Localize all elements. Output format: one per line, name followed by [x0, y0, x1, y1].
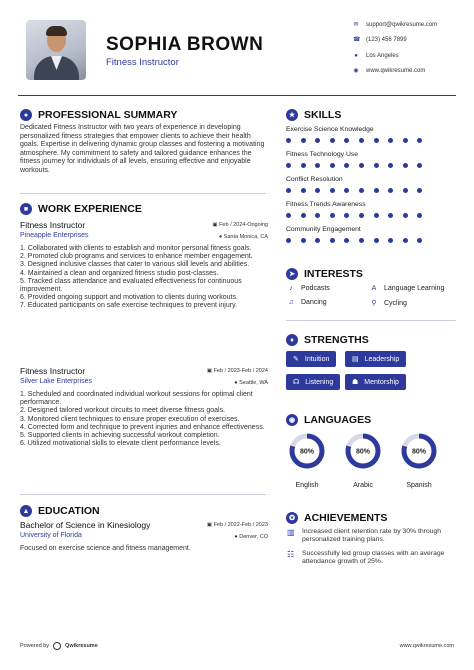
interest-item: ⚲ Cycling: [371, 299, 407, 307]
strength-badge: ▤ Leadership: [345, 351, 406, 367]
skill-item: [286, 176, 432, 193]
location-pin-icon: ●: [234, 380, 240, 386]
rating-dot: [359, 163, 364, 168]
rating-dot: [330, 163, 335, 168]
rating-dot: [301, 238, 306, 243]
rating-dot: [374, 188, 379, 193]
language-percent: 80%: [411, 448, 427, 456]
candidate-name: SOPHIA BROWN: [106, 34, 264, 55]
section-divider: [20, 193, 266, 194]
achievement-item: ▥ Increased client retention rate by 30% through personalized training plans.: [287, 528, 442, 544]
rocket-icon: ➤: [286, 268, 298, 280]
list-item: Maintained a clean and organized fitness studio post-classes.: [27, 269, 219, 277]
calendar-icon: ▣: [206, 522, 214, 528]
list-item: Designed inclusive classes that cater to various skill levels and abilities.: [27, 261, 250, 269]
list-item: Promoted club programs and services to enhance member engagement.: [27, 253, 253, 261]
interest-item: ♫ Dancing: [288, 299, 327, 306]
education-entry: [20, 520, 268, 552]
language-percent: 80%: [355, 448, 371, 456]
rating-dot: [359, 138, 364, 143]
rating-dot: [417, 213, 422, 218]
rating-dot: [374, 238, 379, 243]
skills-heading: ★ SKILLS: [286, 109, 341, 121]
job-title: Fitness Instructor: [20, 220, 86, 230]
rating-dot: [315, 163, 320, 168]
skill-label: Exercise Science Knowledge: [286, 126, 374, 133]
job-company: Silver Lake Enterprises: [20, 378, 92, 385]
education-heading: ▲ EDUCATION: [20, 505, 100, 517]
medal-icon: ✪: [286, 512, 298, 524]
language-proficiency-ring: [399, 431, 439, 471]
rating-dot: [403, 163, 408, 168]
list-item: Monitored client techniques to ensure proper execution of exercises.: [27, 415, 240, 423]
list-item: Utilized motivational skills to elevate client performance levels.: [27, 440, 221, 448]
rating-dot: [403, 138, 408, 143]
education-dates: ▣ Feb / 2022-Feb / 2023: [206, 522, 268, 528]
job-company: Pineapple Enterprises: [20, 232, 89, 239]
language-name: Arabic: [353, 482, 373, 489]
graduation-cap-icon: ▲: [20, 505, 32, 517]
rating-dot: [286, 163, 291, 168]
presentation-icon: ▤: [352, 356, 359, 363]
contact-website[interactable]: www.qwikresume.com: [366, 68, 426, 75]
user-icon: ●: [20, 109, 32, 121]
contact-block: [353, 17, 437, 79]
skill-rating: [286, 188, 432, 193]
rating-dot: [315, 238, 320, 243]
calendar-icon: ▣: [212, 222, 220, 228]
briefcase-icon: ■: [20, 203, 32, 215]
rating-dot: [286, 188, 291, 193]
summary-heading: ● PROFESSIONAL SUMMARY: [20, 109, 177, 121]
skill-item: [286, 201, 432, 218]
skill-rating: [286, 138, 432, 143]
rating-dot: [315, 188, 320, 193]
section-divider: [20, 494, 266, 495]
job-duties-list: [20, 391, 268, 448]
rating-dot: [330, 238, 335, 243]
location-pin-icon: ●: [218, 234, 224, 240]
rating-dot: [344, 238, 349, 243]
rating-dot: [417, 163, 422, 168]
section-divider: [286, 320, 456, 321]
skill-item: [286, 151, 432, 168]
rating-dot: [330, 188, 335, 193]
skill-rating: [286, 163, 432, 168]
microphone-icon: ♪: [289, 285, 293, 292]
dance-icon: ♫: [288, 299, 294, 306]
rating-dot: [374, 163, 379, 168]
rating-dot: [374, 138, 379, 143]
contact-phone: (123) 456 7899: [366, 37, 407, 44]
email-icon: ✉: [353, 21, 359, 28]
rating-dot: [286, 238, 291, 243]
rating-dot: [417, 238, 422, 243]
job-location: ● Santa Monica, CA: [218, 234, 268, 240]
job-title: Fitness Instructor: [20, 366, 86, 376]
job-entry: [20, 366, 268, 448]
trophy-icon: ♦: [286, 334, 298, 346]
globe-icon: ◉: [353, 68, 359, 75]
rating-dot: [301, 163, 306, 168]
rating-dot: [388, 188, 393, 193]
interest-item: ♪ Podcasts: [287, 285, 330, 292]
strength-badge: ☗ Mentorship: [345, 374, 406, 390]
strengths-heading: ♦ STRENGTHS: [286, 334, 369, 346]
rating-dot: [315, 213, 320, 218]
list-item: Tracked class attendance and evaluated effectiveness for continuous improvement.: [20, 277, 242, 294]
header-divider: [18, 95, 456, 96]
skill-rating: [286, 238, 432, 243]
skill-label: Fitness Technology Use: [286, 151, 359, 158]
rating-dot: [344, 138, 349, 143]
mentor-icon: ☗: [352, 379, 359, 386]
contact-location: Los Angeles: [366, 52, 399, 59]
footer-powered-by: Powered by Qwikresume: [20, 643, 98, 649]
globe-icon: ◉: [286, 414, 298, 426]
qwikresume-logo-icon: [53, 642, 61, 650]
rating-dot: [388, 163, 393, 168]
rating-dot: [344, 188, 349, 193]
rating-dot: [359, 238, 364, 243]
language-name: English: [295, 482, 319, 489]
list-item: Supported clients in achieving successful workout completion.: [27, 432, 220, 440]
school-name: University of Florida: [20, 532, 82, 539]
job-duties-list: [20, 245, 268, 311]
rating-dot: [359, 213, 364, 218]
rating-dot: [388, 213, 393, 218]
rating-dot: [403, 213, 408, 218]
rating-dot: [301, 138, 306, 143]
rating-dot: [374, 213, 379, 218]
language-proficiency-ring: [343, 431, 383, 471]
skill-label: Fitness Trends Awareness: [286, 201, 366, 208]
rating-dot: [417, 188, 422, 193]
skill-rating: [286, 213, 432, 218]
interest-item: A Language Learning: [371, 285, 445, 292]
rating-dot: [417, 138, 422, 143]
bulb-icon: ★: [286, 109, 298, 121]
languages-heading: ◉ LANGUAGES: [286, 414, 371, 426]
calendar-icon: ▣: [206, 368, 214, 374]
summary-text: Dedicated Fitness Instructor with two years of experience in developing personalized fitness strategies that empower clients to achieve their health goals. Expertise in delivering dynamic group classes and fostering a motivating atmosphere. My commitment to safety and tailored guidance enhances the fitness journey for individuals of all levels, ensuring effective and enjoyable workouts.: [20, 124, 265, 174]
rating-dot: [286, 213, 291, 218]
bicycle-icon: ⚲: [371, 300, 377, 307]
list-item: Collaborated with clients to establish and monitor personal fitness goals.: [27, 245, 252, 252]
strength-badge: ✎ Intuition: [286, 351, 336, 367]
list-item: Designed tailored workout circuits to meet diverse fitness goals.: [27, 407, 226, 415]
rating-dot: [344, 163, 349, 168]
chart-icon: ▥: [287, 528, 295, 537]
job-dates: ▣ Feb / 2024-Ongoing: [212, 222, 268, 228]
wand-icon: ✎: [293, 356, 299, 363]
skill-item: [286, 226, 432, 243]
footer-website[interactable]: www.qwikresume.com: [399, 643, 454, 649]
language-icon: A: [371, 285, 377, 292]
contact-email[interactable]: support@qwikresume.com: [366, 21, 438, 28]
job-dates: ▣ Feb / 2023-Feb / 2024: [206, 368, 268, 374]
language-item: [399, 431, 439, 489]
list-item: Corrected form and technique to prevent injuries and enhance effectiveness.: [27, 423, 265, 431]
skill-label: Community Engagement: [286, 226, 361, 233]
language-item: [287, 431, 327, 489]
rating-dot: [403, 188, 408, 193]
achievements-heading: ✪ ACHIEVEMENTS: [286, 512, 387, 524]
candidate-title: Fitness Instructor: [106, 57, 179, 68]
rating-dot: [330, 138, 335, 143]
rating-dot: [286, 138, 291, 143]
rating-dot: [344, 213, 349, 218]
language-item: [343, 431, 383, 489]
location-pin-icon: ●: [234, 534, 240, 540]
rating-dot: [359, 188, 364, 193]
headset-icon: ☊: [293, 379, 300, 386]
interests-heading: ➤ INTERESTS: [286, 268, 363, 280]
language-percent: 80%: [299, 448, 315, 456]
group-icon: ☷: [287, 550, 295, 559]
list-item: Scheduled and coordinated individual workout sessions for optimal client performance.: [20, 391, 253, 407]
job-location: ● Seattle, WA: [234, 380, 268, 386]
strength-badge: ☊ Listening: [286, 374, 340, 390]
language-name: Spanish: [406, 482, 432, 489]
language-proficiency-ring: [287, 431, 327, 471]
education-location: ● Denver, CO: [234, 534, 268, 540]
rating-dot: [301, 188, 306, 193]
job-entry: [20, 220, 268, 311]
list-item: Educated participants on safe exercise techniques to prevent injury.: [27, 302, 238, 310]
rating-dot: [403, 238, 408, 243]
education-description: Focused on exercise science and fitness management.: [20, 545, 191, 552]
achievement-item: ☷ Successfully led group classes with an average attendance growth of 25%.: [287, 550, 445, 566]
profile-photo: [26, 20, 86, 80]
location-pin-icon: ●: [354, 52, 358, 59]
rating-dot: [315, 138, 320, 143]
degree-title: Bachelor of Science in Kinesiology: [20, 520, 151, 530]
rating-dot: [388, 238, 393, 243]
list-item: Provided ongoing support and motivation to clients during workouts.: [27, 294, 238, 302]
experience-heading: ■ WORK EXPERIENCE: [20, 203, 142, 215]
rating-dot: [301, 213, 306, 218]
rating-dot: [330, 213, 335, 218]
skill-label: Conflict Resolution: [286, 176, 343, 183]
skill-item: [286, 126, 432, 143]
phone-icon: ☎: [353, 37, 361, 44]
rating-dot: [388, 138, 393, 143]
